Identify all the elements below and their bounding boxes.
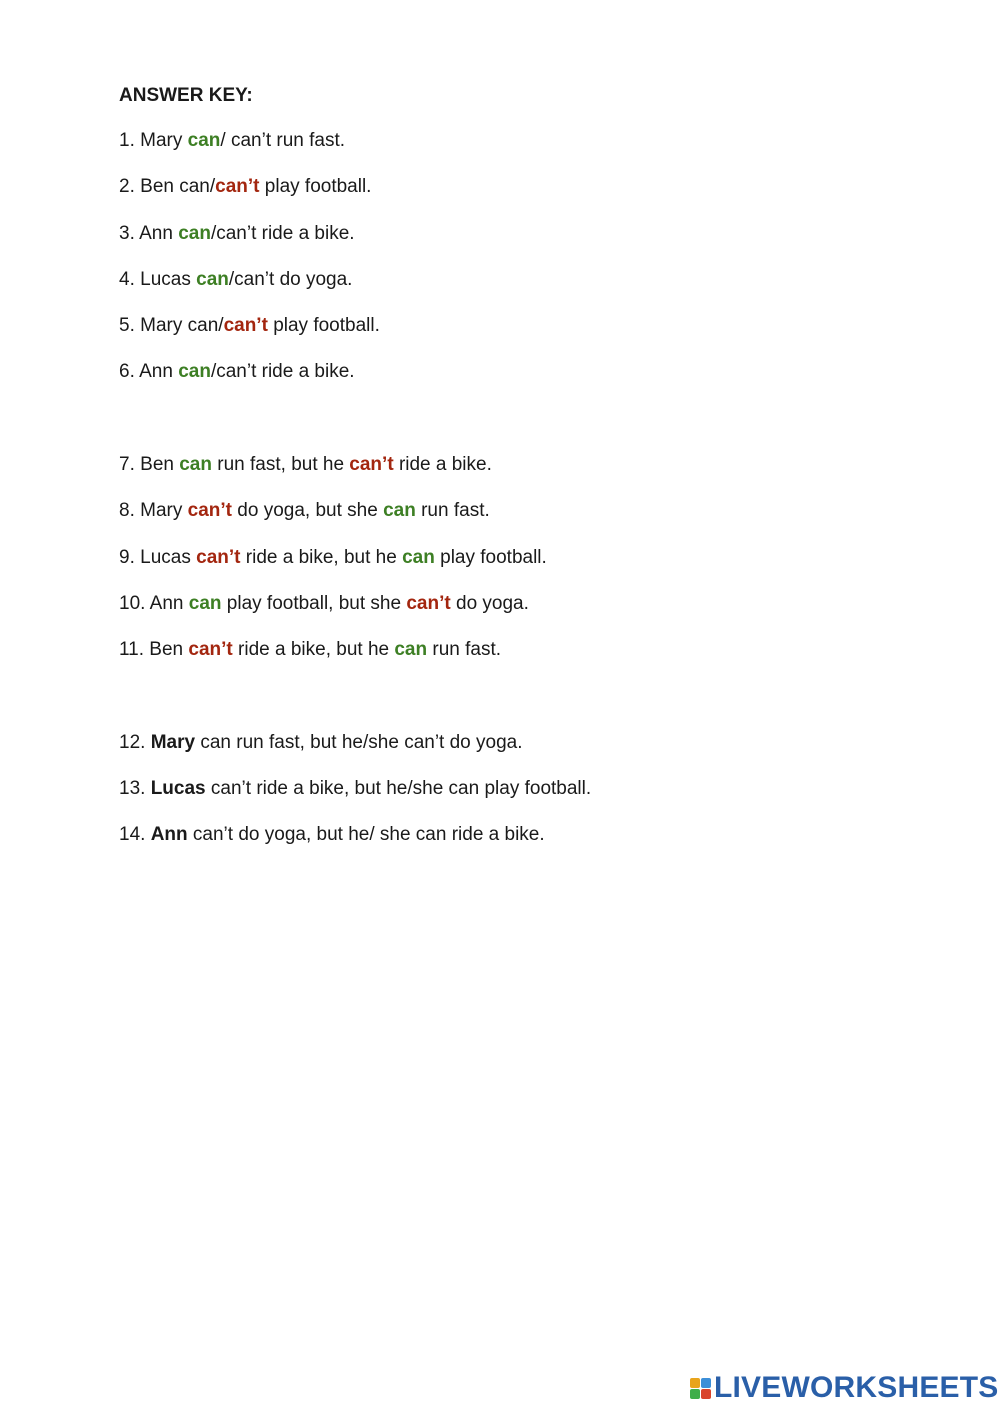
answer-line-14: 14. Ann can’t do yoga, but he/ she can ride a bike.	[119, 824, 545, 845]
answer-line-10: 10. Ann can play football, but she can’t do yoga.	[119, 593, 529, 614]
liveworksheets-logo[interactable]	[690, 1372, 999, 1404]
answer-line-13: 13. Lucas can’t ride a bike, but he/she can play football.	[119, 778, 592, 799]
answer-line-8: 8. Mary can’t do yoga, but she can run fast.	[119, 500, 490, 521]
answer-line-5: 5. Mary can/can’t play football.	[119, 315, 380, 336]
answer-line-6: 6. Ann can/can’t ride a bike.	[119, 361, 355, 382]
answer-line-3: 3. Ann can/can’t ride a bike.	[119, 223, 355, 244]
answer-line-2: 2. Ben can/can’t play football.	[119, 176, 372, 197]
liveworksheets-logo-icon	[690, 1378, 711, 1399]
answer-key-heading: ANSWER KEY:	[119, 85, 253, 106]
answer-line-7: 7. Ben can run fast, but he can’t ride a bike.	[119, 454, 492, 475]
answer-line-4: 4. Lucas can/can’t do yoga.	[119, 269, 353, 290]
answer-line-1: 1. Mary can/ can’t run fast.	[119, 130, 346, 151]
answer-line-11: 11. Ben can’t ride a bike, but he can run fast.	[119, 639, 502, 660]
answer-line-12: 12. Mary can run fast, but he/she can’t do yoga.	[119, 732, 523, 753]
logo-text: LIVEWORKSHEETS	[714, 1371, 999, 1404]
answer-line-9: 9. Lucas can’t ride a bike, but he can play football.	[119, 547, 547, 568]
